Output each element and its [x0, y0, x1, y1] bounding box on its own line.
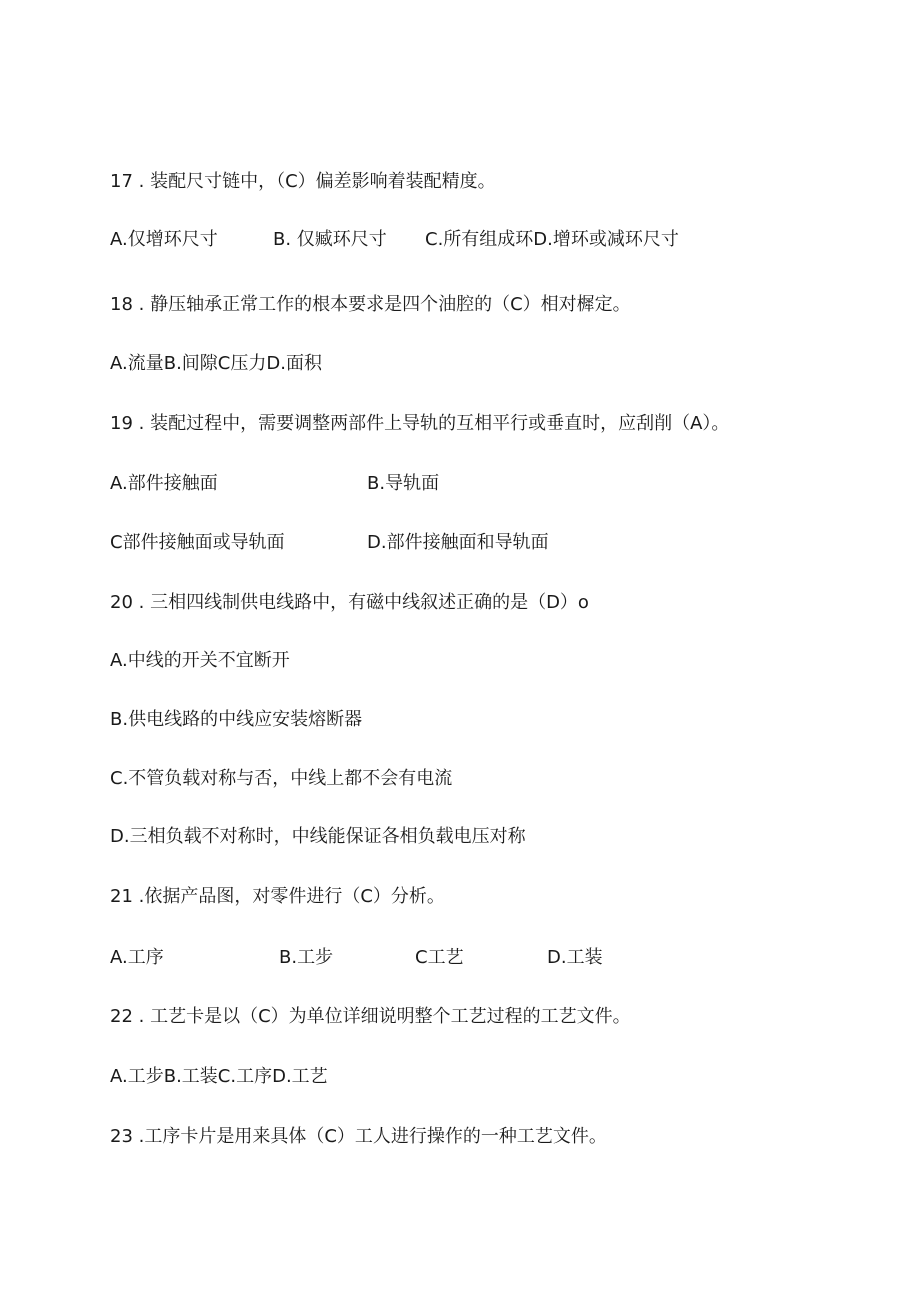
question-22-options: A.工步B.工装C.工序D.工艺 [110, 1066, 328, 1087]
question-19-option-a: A.部件接触面 [110, 473, 218, 494]
question-21-stem: 21 .依据产品图，对零件进行（C）分析。 [110, 886, 445, 907]
question-20-option-d: D.三相负载不对称时，中线能保证各相负载电压对称 [110, 826, 526, 847]
question-22-stem: 22 . 工艺卡是以（C）为单位详细说明整个工艺过程的工艺文件。 [110, 1006, 631, 1027]
question-19-option-c: C部件接触面或导轨面 [110, 532, 285, 553]
question-20-option-c: C.不管负载对称与否，中线上都不会有电流 [110, 768, 453, 789]
question-21-option-b: B.工步 [279, 947, 334, 968]
question-21-option-a: A.工序 [110, 947, 164, 968]
question-18-options: A.流量B.间隙C压力D.面积 [110, 353, 322, 374]
question-19-stem: 19 . 装配过程中，需要调整两部件上导轨的互相平行或垂直时，应刮削（A）。 [110, 413, 730, 434]
question-20-stem: 20 . 三相四线制供电线路中，有磁中线叙述正确的是（D）o [110, 592, 589, 613]
question-19-option-b: B.导轨面 [367, 473, 440, 494]
question-17-stem: 17 . 装配尺寸链中，（C）偏差影响着装配精度。 [110, 171, 496, 192]
question-17-option-a: A.仅增环尺寸 [110, 229, 218, 250]
question-23-stem: 23 .工序卡片是用来具体（C）工人进行操作的一种工艺文件。 [110, 1126, 607, 1147]
question-20-option-a: A.中线的开关不宜断开 [110, 650, 290, 671]
question-18-stem: 18 . 静压轴承正常工作的根本要求是四个油腔的（C）相对樨定。 [110, 294, 631, 315]
question-20-option-b: B.供电线路的中线应安装熔断器 [110, 709, 363, 730]
question-21-option-c: C工艺 [415, 947, 464, 968]
question-19-option-d: D.部件接触面和导轨面 [367, 532, 549, 553]
question-17-option-cd: C.所有组成环D.增环或减环尺寸 [425, 229, 679, 250]
question-17-option-b: B. 仅臧环尺寸 [273, 229, 387, 250]
question-21-option-d: D.工装 [547, 947, 603, 968]
